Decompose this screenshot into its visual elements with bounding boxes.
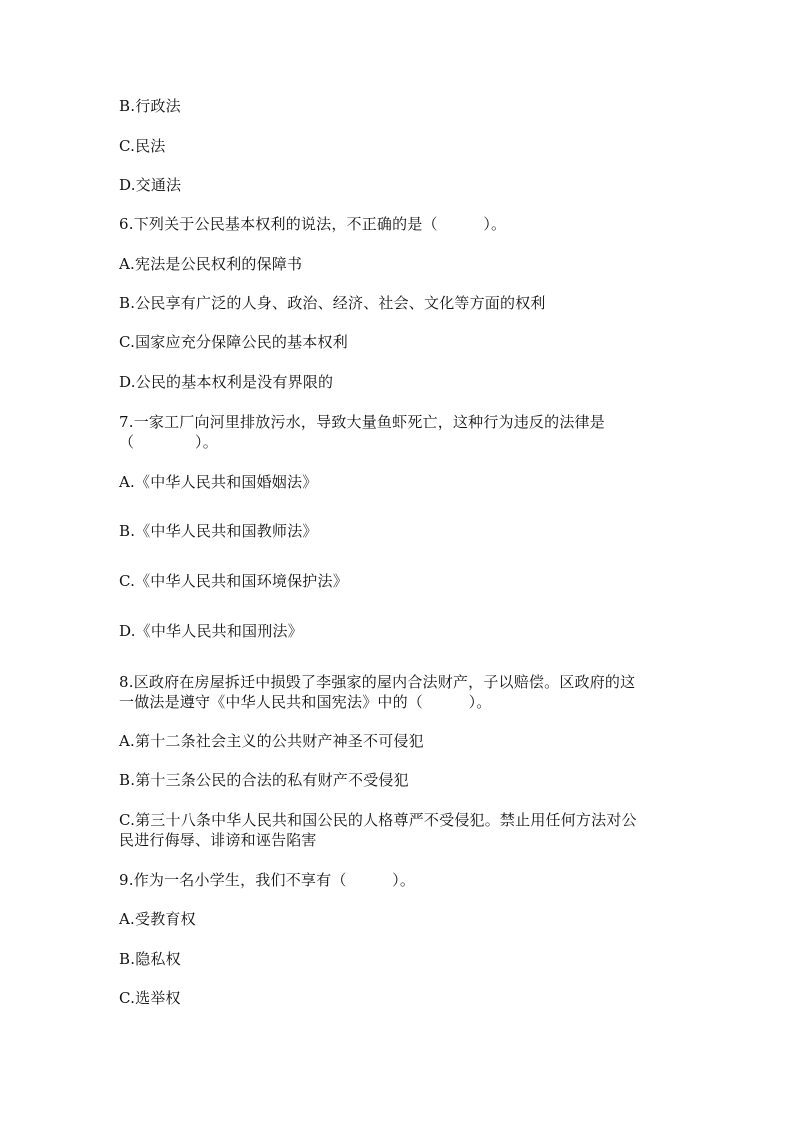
q6-option-b: B.公民享有广泛的人身、政治、经济、社会、文化等方面的权利 <box>119 294 546 312</box>
q7-stem-line-1: 7.一家工厂向河里排放污水，导致大量鱼虾死亡，这种行为违反的法律是 <box>119 413 605 431</box>
q8-option-c-line-1: C.第三十八条中华人民共和国公民的人格尊严不受侵犯。禁止用任何方法对公 <box>119 811 637 829</box>
q9-stem: 9.作为一名小学生，我们不享有（ ）。 <box>119 871 416 889</box>
q6-option-d: D.公民的基本权利是没有界限的 <box>119 373 334 391</box>
q8-stem-line-2: 一做法是遵守《中华人民共和国宪法》中的（ ）。 <box>119 693 492 711</box>
q6-option-a: A.宪法是公民权利的保障书 <box>119 255 303 273</box>
q9-option-c: C.选举权 <box>119 989 181 1007</box>
q9-option-b: B.隐私权 <box>119 950 181 968</box>
q6-stem: 6.下列关于公民基本权利的说法，不正确的是（ ）。 <box>119 215 507 233</box>
q8-option-b: B.第十三条公民的合法的私有财产不受侵犯 <box>119 771 409 789</box>
q7-option-a: A.《中华人民共和国婚姻法》 <box>119 473 318 491</box>
q8-option-a: A.第十二条社会主义的公共财产神圣不可侵犯 <box>119 732 424 750</box>
q5-option-b: B.行政法 <box>119 97 181 115</box>
q7-option-c: C.《中华人民共和国环境保护法》 <box>119 572 348 590</box>
q5-option-d: D.交通法 <box>119 176 182 194</box>
q8-option-c-line-2: 民进行侮辱、诽谤和诬告陷害 <box>119 831 317 849</box>
q5-option-c: C.民法 <box>119 137 166 155</box>
q9-option-a: A.受教育权 <box>119 910 196 928</box>
q8-stem-line-1: 8.区政府在房屋拆迁中损毁了李强家的屋内合法财产，子以赔偿。区政府的这 <box>119 673 636 691</box>
q7-option-b: B.《中华人民共和国教师法》 <box>119 522 318 540</box>
q6-option-c: C.国家应充分保障公民的基本权利 <box>119 333 348 351</box>
q7-stem-line-2: （ ）。 <box>119 433 218 451</box>
q7-option-d: D.《中华人民共和国刑法》 <box>119 622 303 640</box>
